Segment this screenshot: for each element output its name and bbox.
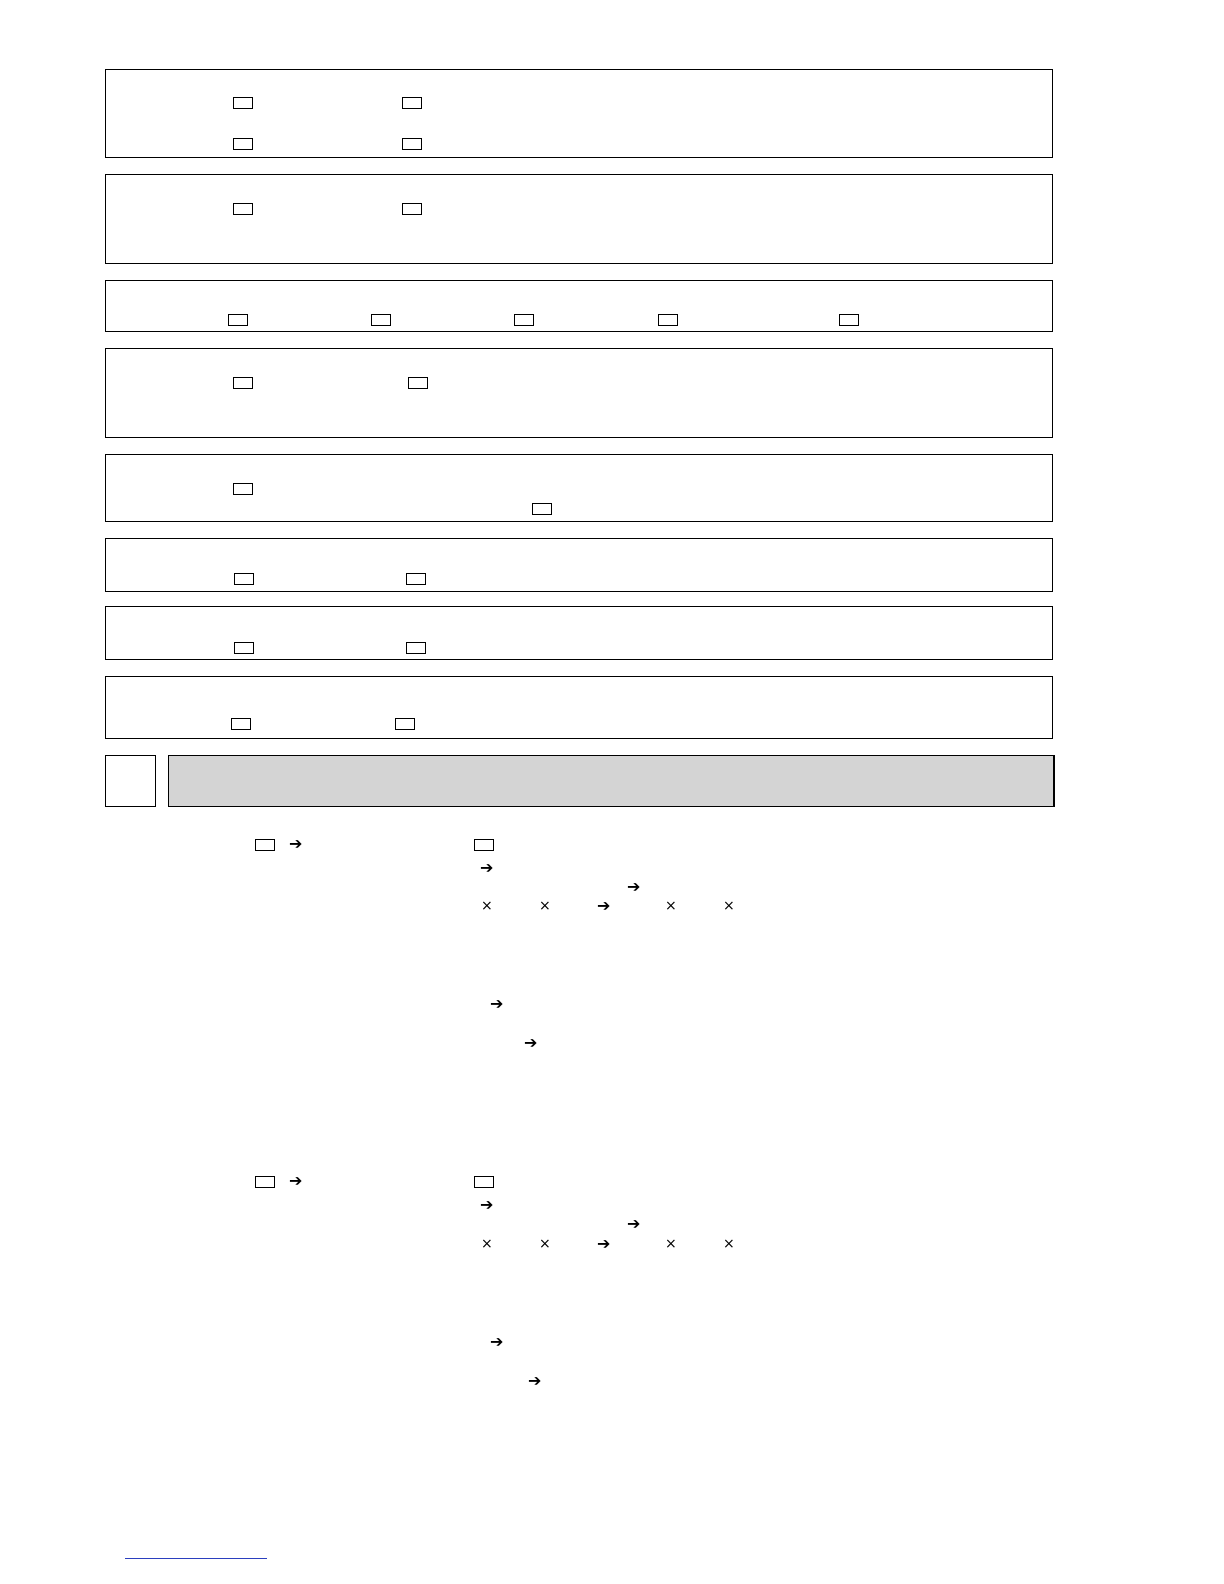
footnote-separator [125,1558,267,1559]
arrow-right-icon: ➔ [627,877,641,896]
checkbox[interactable] [234,573,254,585]
multiply-icon: × [539,898,551,914]
form-section-3 [105,280,1053,332]
multiply-icon: × [723,1236,735,1252]
arrow-right-icon: ➔ [597,1234,611,1253]
checkbox[interactable] [255,1176,275,1188]
arrow-right-icon: ➔ [597,896,611,915]
section-header-bar [168,755,1055,807]
multiply-icon: × [665,1236,677,1252]
arrow-right-icon: ➔ [528,1371,542,1390]
arrow-right-icon: ➔ [490,994,504,1013]
form-section-6 [105,538,1053,592]
checkbox[interactable] [371,314,391,326]
checkbox[interactable] [402,203,422,215]
arrow-right-icon: ➔ [480,858,494,877]
arrow-right-icon: ➔ [289,834,303,853]
checkbox[interactable] [233,483,253,495]
checkbox[interactable] [228,314,248,326]
form-section-7 [105,606,1053,660]
checkbox[interactable] [532,503,552,515]
form-section-1 [105,69,1053,158]
checkbox[interactable] [234,642,254,654]
checkbox[interactable] [402,97,422,109]
arrow-right-icon: ➔ [289,1171,303,1190]
checkbox[interactable] [408,377,428,389]
checkbox[interactable] [658,314,678,326]
checkbox[interactable] [839,314,859,326]
checkbox[interactable] [231,718,251,730]
multiply-icon: × [665,898,677,914]
form-section-5 [105,454,1053,522]
checkbox[interactable] [233,97,253,109]
section-number-box [105,755,156,807]
form-section-4 [105,348,1053,438]
checkbox[interactable] [233,377,253,389]
checkbox[interactable] [255,839,275,851]
multiply-icon: × [539,1236,551,1252]
arrow-right-icon: ➔ [490,1332,504,1351]
checkbox[interactable] [402,138,422,150]
form-section-8 [105,676,1053,739]
checkbox[interactable] [514,314,534,326]
multiply-icon: × [481,898,493,914]
arrow-right-icon: ➔ [480,1195,494,1214]
checkbox[interactable] [474,1176,494,1188]
arrow-right-icon: ➔ [627,1214,641,1233]
multiply-icon: × [481,1236,493,1252]
checkbox[interactable] [233,203,253,215]
form-section-2 [105,174,1053,264]
checkbox[interactable] [474,839,494,851]
multiply-icon: × [723,898,735,914]
checkbox[interactable] [233,138,253,150]
checkbox[interactable] [395,718,415,730]
arrow-right-icon: ➔ [524,1033,538,1052]
checkbox[interactable] [406,642,426,654]
checkbox[interactable] [406,573,426,585]
